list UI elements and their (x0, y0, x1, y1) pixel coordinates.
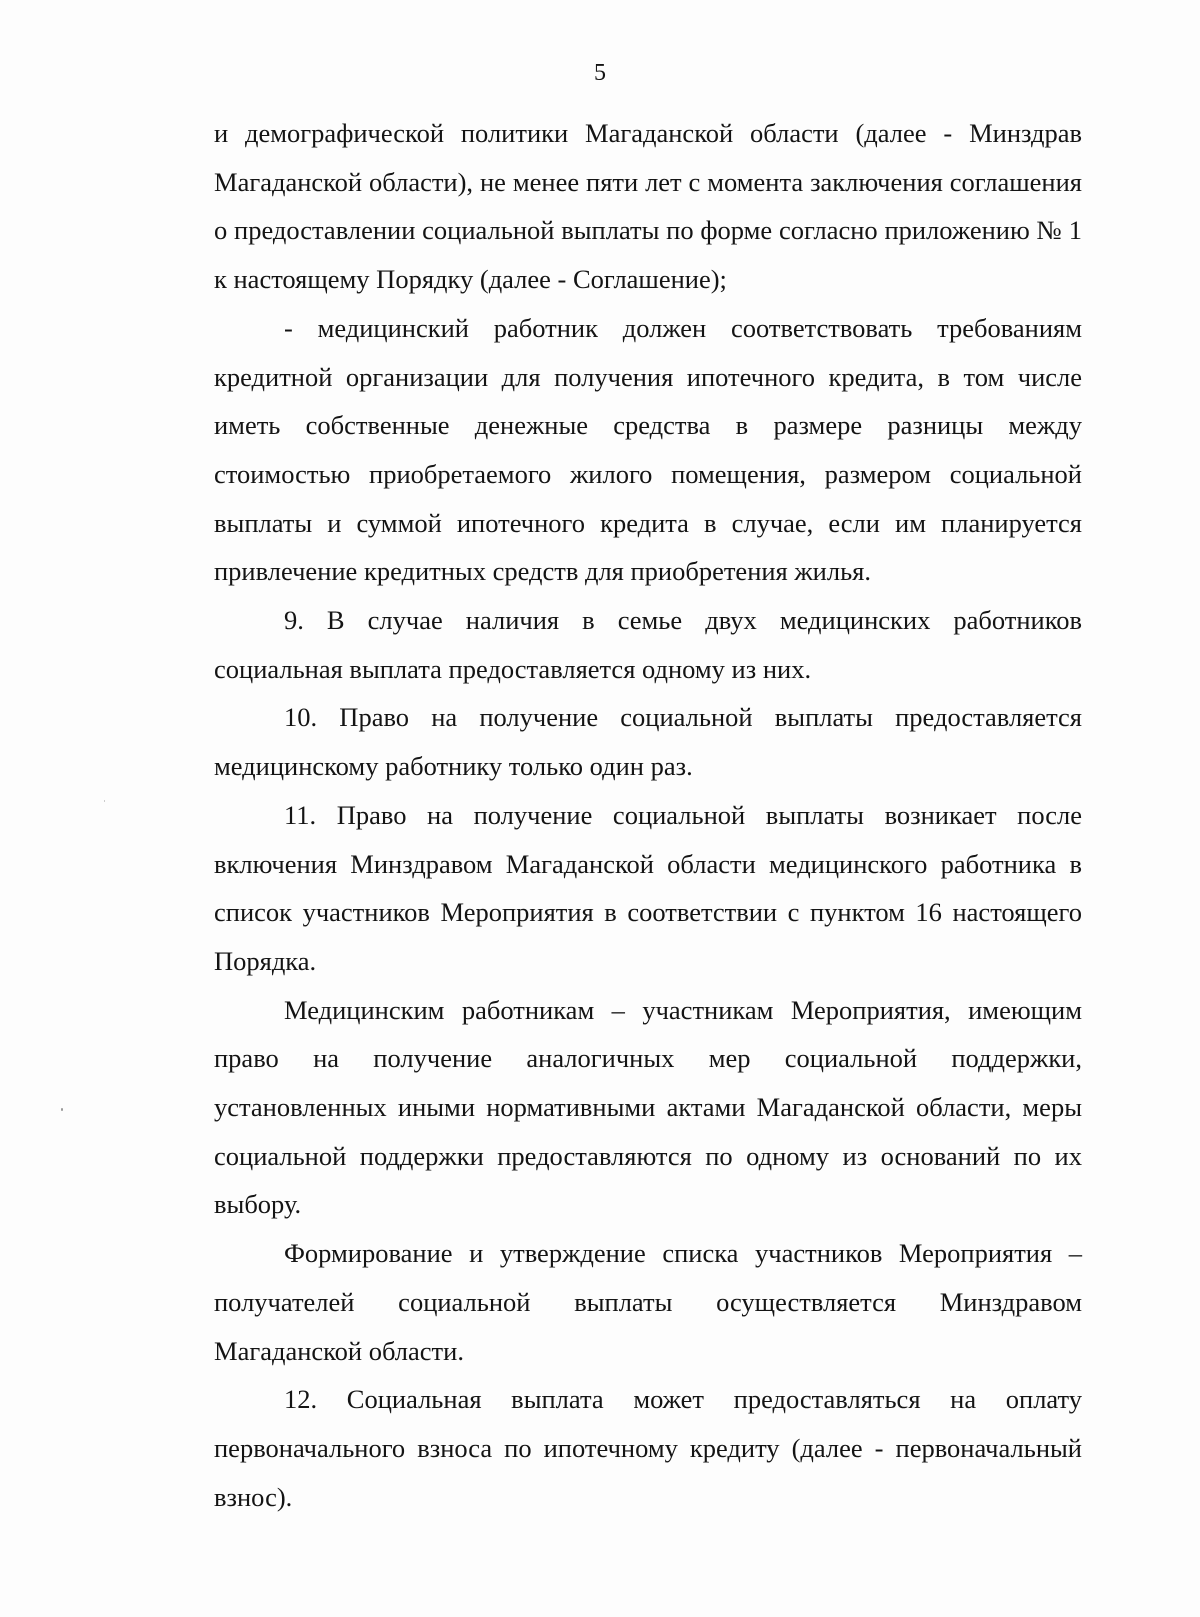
paragraph-3: 9. В случае наличия в семье двух медицинских работников социальная выплата предоставляется одному из них. (214, 605, 1082, 684)
paragraph-4: 10. Право на получение социальной выплаты предоставляется медицинскому работнику только один раз. (214, 702, 1082, 782)
scan-speck (104, 800, 105, 802)
paragraph-7: Формирование и утверждение списка участников Мероприятия – получателей социальной выплаты осуществляется Минздравом Магаданской области. (214, 1238, 1082, 1366)
paragraph-2: - медицинский работник должен соответствовать требованиям кредитной организации для получения ипотечного кредита, в том числе иметь собственные денежные средства в размере разницы между стоимостью приобретаемого жилого помещения, размером социальной выплаты и суммой ипотечного кредита в случае, если им планируется привлечение кредитных средств для приобретения жилья. (214, 312, 1082, 587)
page-number: 5 (594, 60, 606, 86)
paragraph-8: 12. Социальная выплата может предоставляться на оплату первоначального взноса по ипотечному кредиту (далее - первоначальный взнос). (214, 1384, 1082, 1512)
paragraph-1: и демографической политики Магаданской области (далее - Минздрав Магаданской области), не менее пяти лет с момента заключения соглашения о предоставлении социальной выплаты по форме согласно приложению № 1 к настоящему Порядку (далее - Соглашение); (214, 118, 1082, 295)
paragraph-5: 11. Право на получение социальной выплаты возникает после включения Минздравом Магаданской области медицинского работника в список участников Мероприятия в соответствии с пунктом 16 настоящего Порядка. (214, 799, 1082, 976)
paragraph-6: Медицинским работникам – участникам Мероприятия, имеющим право на получение аналогичных мер социальной поддержки, установленных иными нормативными актами Магаданской области, меры социальной поддержки предоставляются по одному из оснований по их выбору. (214, 994, 1082, 1220)
document-body (214, 109, 1082, 1521)
scan-speck (61, 1108, 63, 1111)
